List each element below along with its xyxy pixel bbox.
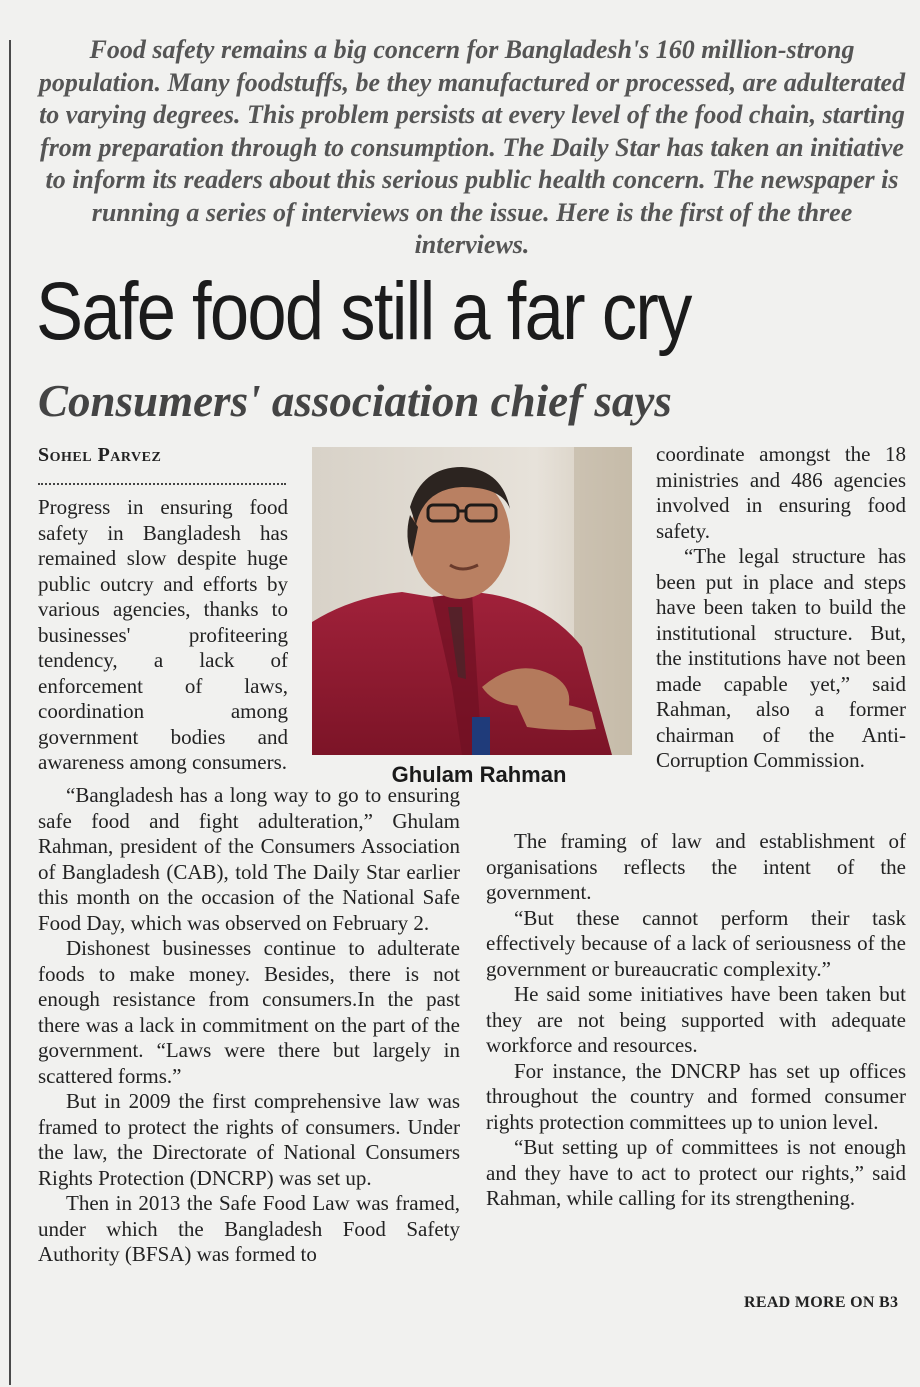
paragraph: He said some initiatives have been taken but they are not being supported with adequate workforce and resources. xyxy=(486,982,906,1057)
column-1-wide xyxy=(38,783,460,1268)
paragraph: For instance, the DNCRP has set up offices throughout the country and formed consumer rights protection committees up to union level. xyxy=(486,1058,906,1134)
paragraph: But in 2009 the first comprehensive law was framed to protect the rights of consumers. Under the law, the Directorate of National Consumers Rights Protection (DNCRP) was set up. xyxy=(38,1089,460,1190)
byline: Sohel Parvez xyxy=(38,444,162,466)
column-2-wide xyxy=(486,829,906,1212)
paragraph: “The legal structure has been put in place and steps have been taken to build the institutional structure. But, the institutions have not been made capable yet,” said Rahman, also a former chairman of the Anti-Corruption Commission. xyxy=(656,544,906,772)
paragraph: The framing of law and establishment of organisations reflects the intent of the government. xyxy=(486,829,906,904)
headline: Safe food still a far cry xyxy=(36,266,691,357)
paragraph: “Bangladesh has a long way to go to ensuring safe food and fight adulteration,” Ghulam Rahman, president of the Consumers Association of Bangladesh (CAB), told The Daily Star earlier this month on the occasion of the National Safe Food Day, which was observed on February 2. xyxy=(38,783,460,935)
paragraph: “But setting up of committees is not enough and they have to act to protect our rights,” said Rahman, while calling for its strengthening. xyxy=(486,1135,906,1210)
photo-caption: Ghulam Rahman xyxy=(391,762,567,787)
intro-paragraph: Food safety remains a big concern for Bangladesh's 160 million-strong population. Many foodstuffs, be they manufactured or processed, are adulterated to varying degrees. This problem persists at every level of the food chain, starting from preparation through to consumption. The Daily Star has taken an initiative to inform its readers about this serious public health concern. The newspaper is running a series of interviews on the issue. Here is the first of the three interviews. xyxy=(38,35,906,259)
paragraph: Dishonest businesses continue to adulterate foods to make money. Besides, there is not enough resistance from consumers.In the past there was a lack in commitment on the part of the government. “Laws were there but largely in scattered forms.” xyxy=(38,936,460,1088)
column-1-narrow xyxy=(38,495,288,776)
left-column-rule xyxy=(9,40,11,1385)
paragraph: Progress in ensuring food safety in Bangladesh has remained slow despite huge public outcry and efforts by various agencies, thanks to businesses' profiteering tendency, a lack of enforcement of laws, coordination among government bodies and awareness among consumers. xyxy=(38,495,288,774)
column-2-narrow xyxy=(656,442,906,774)
paragraph: “But these cannot perform their task effectively because of a lack of seriousness of the government or bureaucratic complexity.” xyxy=(486,905,906,981)
paragraph: coordinate amongst the 18 ministries and 486 agencies involved in ensuring food safety. xyxy=(656,442,906,543)
portrait-photo xyxy=(312,447,632,755)
byline-divider xyxy=(38,483,286,485)
portrait-photo-image xyxy=(312,447,632,755)
read-more-link[interactable]: READ MORE ON B3 xyxy=(744,1294,899,1311)
paragraph: Then in 2013 the Safe Food Law was framed, under which the Bangladesh Food Safety Authority (BFSA) was formed to xyxy=(38,1191,460,1266)
subheadline: Consumers' association chief says xyxy=(38,376,672,426)
